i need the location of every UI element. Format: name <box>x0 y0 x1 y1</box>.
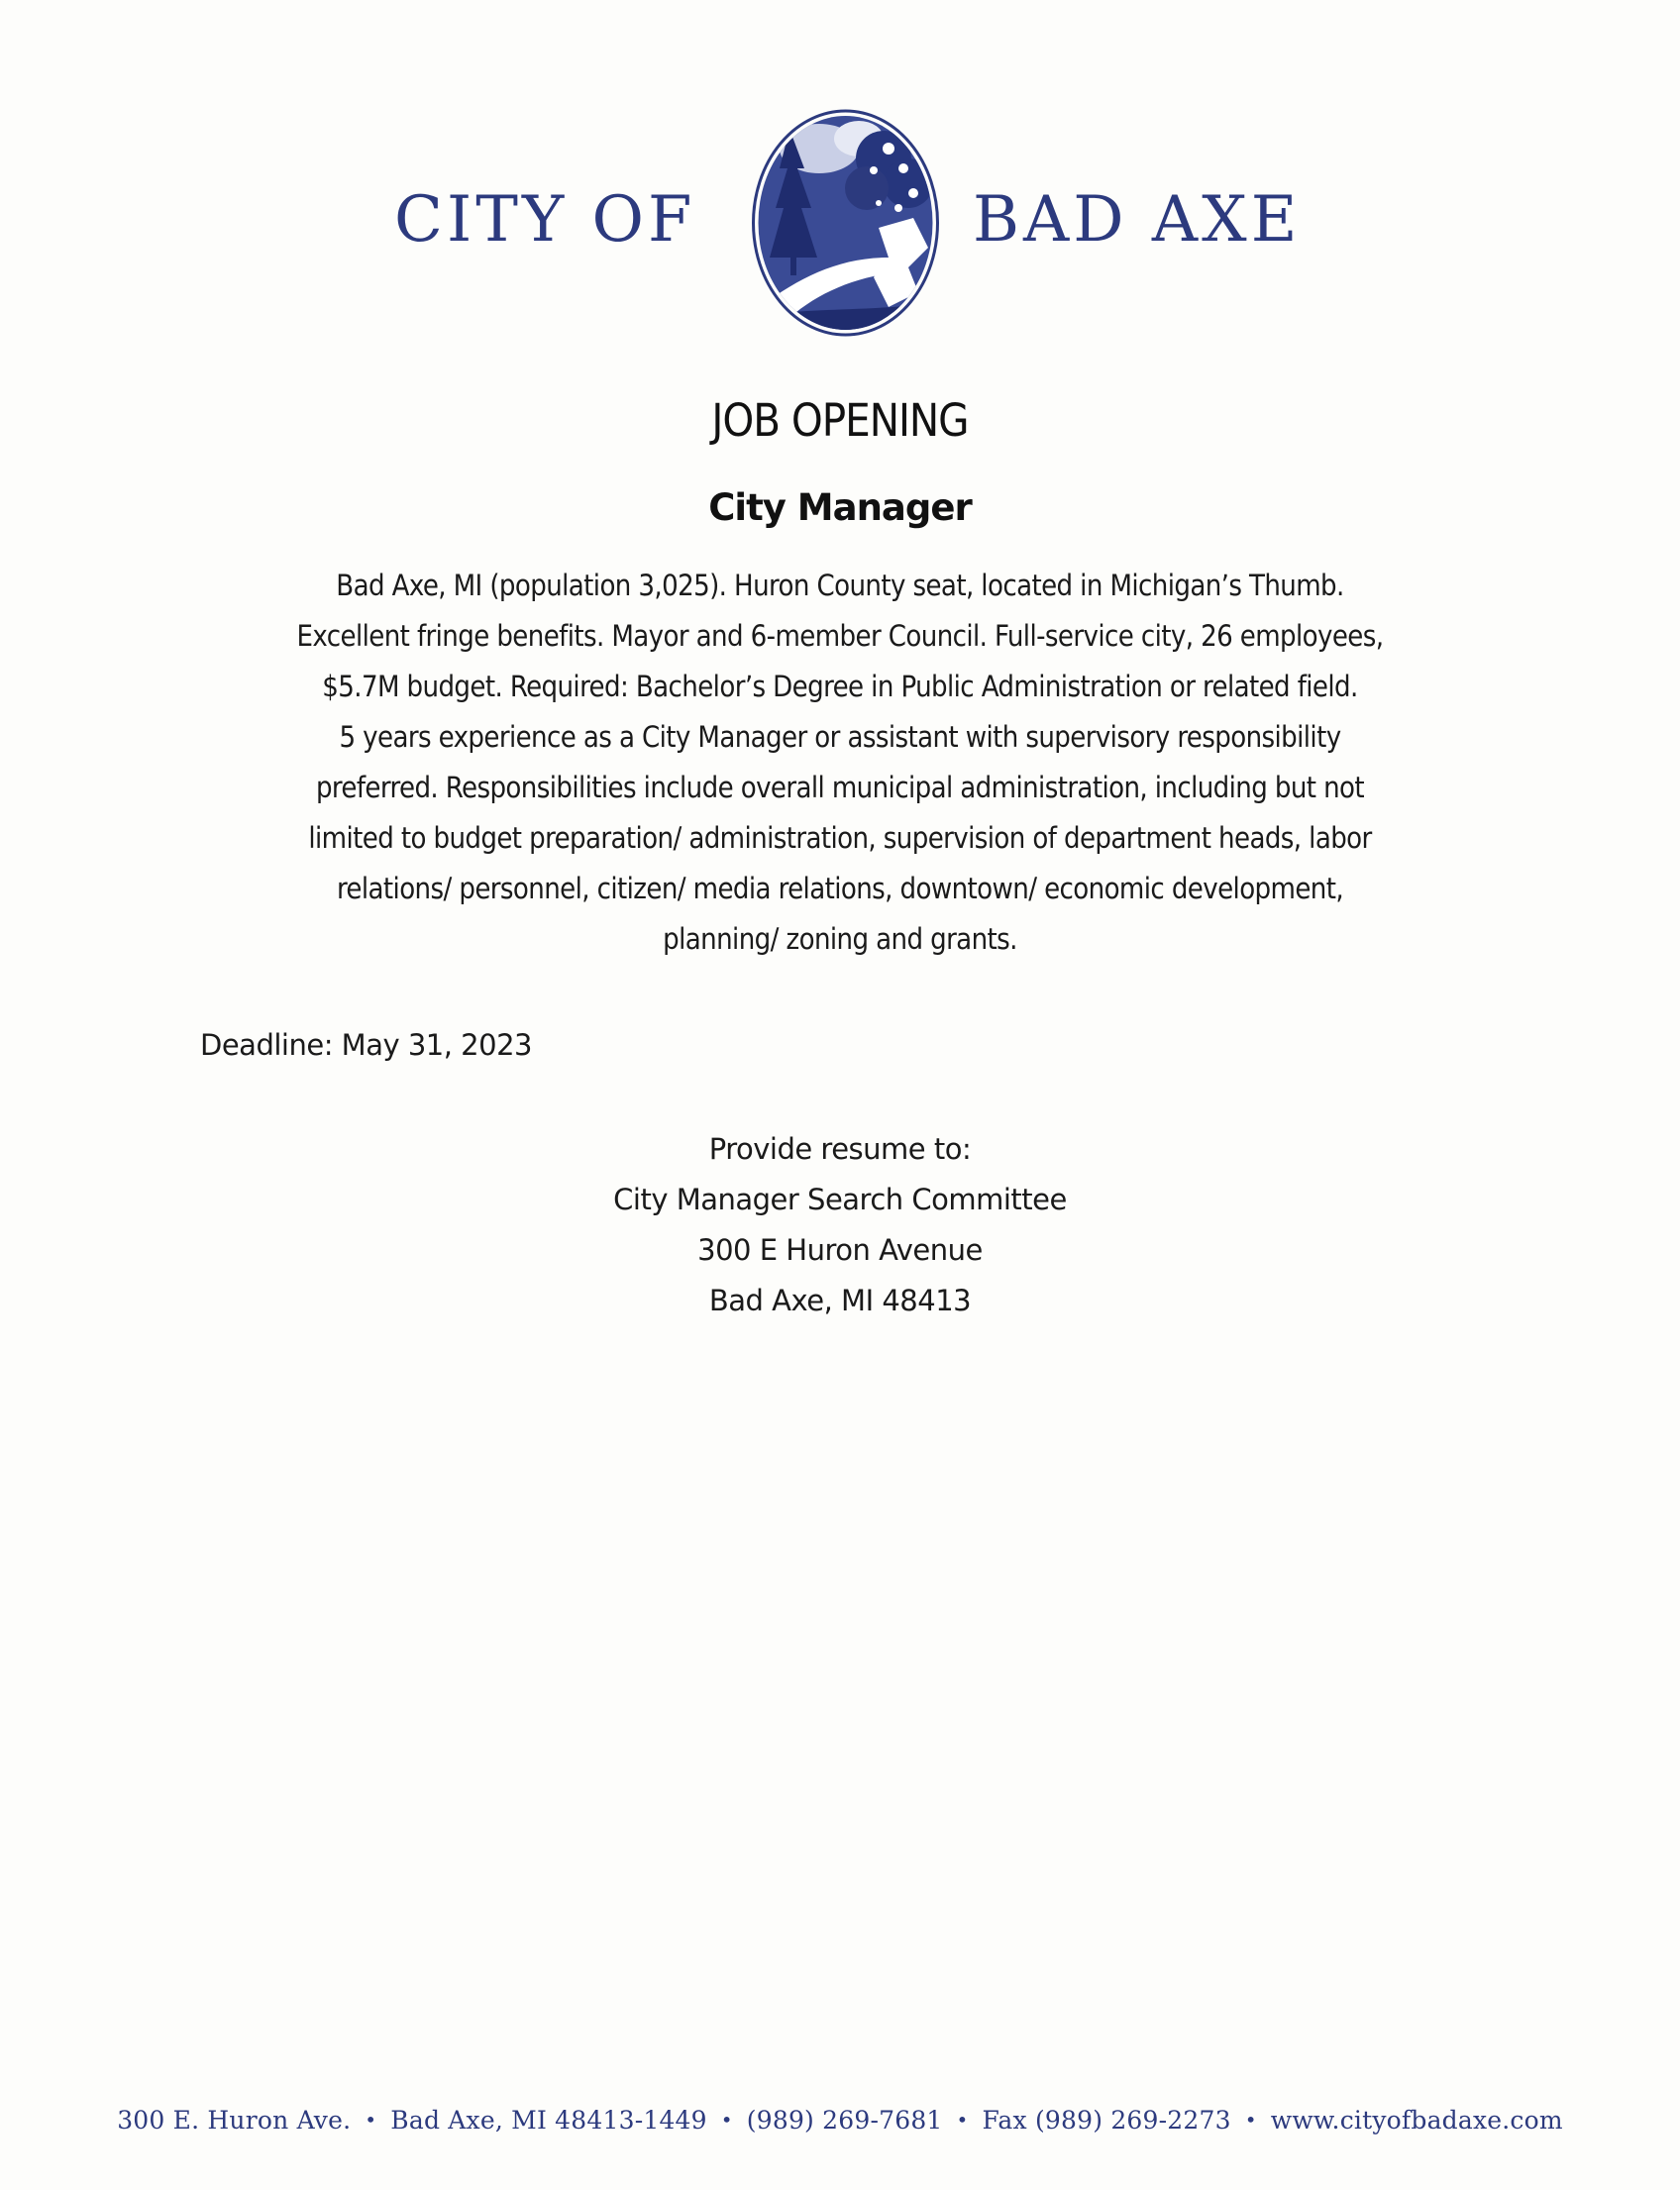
description-line: Bad Axe, MI (population 3,025). Huron County seat, located in Michigan’s Thumb. <box>336 569 1344 602</box>
resume-street: 300 E Huron Avenue <box>697 1233 983 1267</box>
resume-intro: Provide resume to: <box>708 1132 972 1166</box>
footer-city: Bad Axe, MI 48413-1449 <box>390 2106 707 2135</box>
footer-separator: • <box>956 2108 969 2132</box>
city-seal-tree-landscape-icon <box>750 109 941 337</box>
description-line: limited to budget preparation/ administration, supervision of department heads, labor <box>308 821 1372 855</box>
posting-deadline: Deadline: May 31, 2023 <box>200 1028 532 1062</box>
resume-contact <box>0 1124 1680 1326</box>
job-posting <box>0 391 1680 1317</box>
footer-separator: • <box>365 2108 377 2132</box>
footer-fax: Fax (989) 269-2273 <box>982 2106 1231 2135</box>
footer-address: 300 E. Huron Ave. <box>117 2106 352 2135</box>
resume-city: Bad Axe, MI 48413 <box>708 1284 972 1317</box>
letterhead-city-of: CITY OF <box>394 183 696 257</box>
posting-position: City Manager <box>708 486 972 529</box>
footer-contact-bar <box>0 2106 1680 2135</box>
description-line: $5.7M budget. Required: Bachelor’s Degree in Public Administration or related field. <box>322 670 1358 703</box>
posting-description <box>196 561 1484 965</box>
footer-website-link[interactable]: www.cityofbadaxe.com <box>1270 2106 1563 2135</box>
letterhead <box>0 109 1680 337</box>
footer-phone: (989) 269-7681 <box>746 2106 943 2135</box>
description-line: preferred. Responsibilities include overall municipal administration, including but not <box>315 771 1365 804</box>
description-line: Excellent fringe benefits. Mayor and 6-member Council. Full-service city, 26 employees, <box>296 619 1384 653</box>
resume-recipient: City Manager Search Committee <box>613 1183 1067 1216</box>
description-line: 5 years experience as a City Manager or assistant with supervisory responsibility <box>339 720 1341 754</box>
description-line: relations/ personnel, citizen/ media relations, downtown/ economic development, <box>336 872 1344 905</box>
description-line: planning/ zoning and grants. <box>663 922 1017 956</box>
posting-title: JOB OPENING <box>711 394 969 447</box>
footer-separator: • <box>1244 2108 1257 2132</box>
letterhead-bad-axe: BAD AXE <box>973 183 1302 257</box>
footer-separator: • <box>720 2108 733 2132</box>
